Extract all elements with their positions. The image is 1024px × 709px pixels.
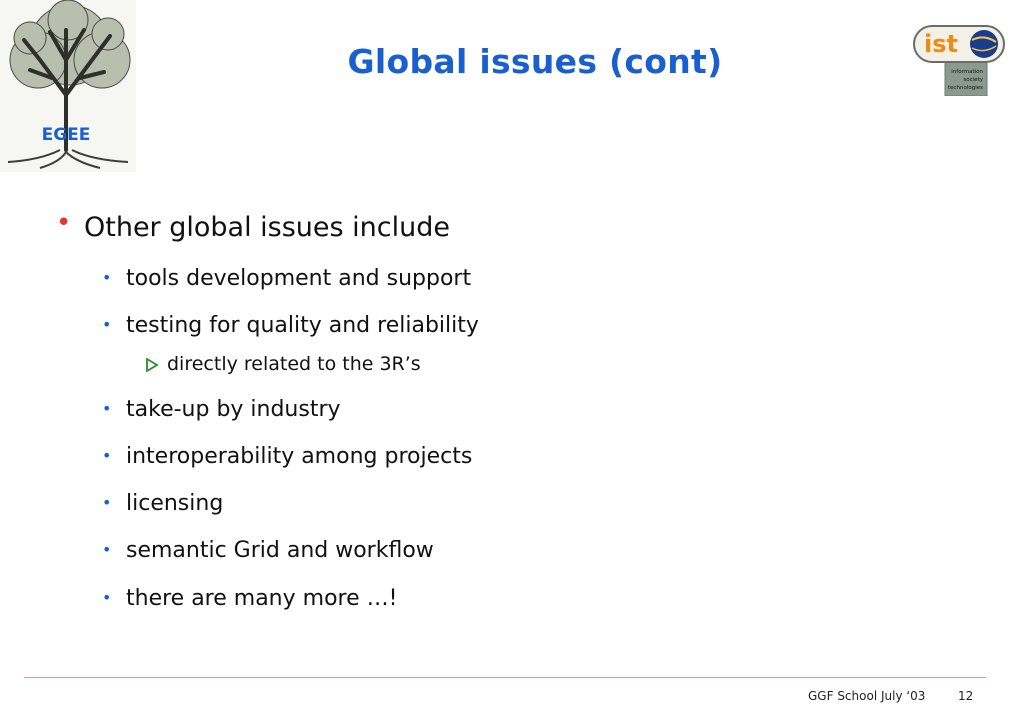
list-item <box>102 397 341 422</box>
ist-subtext-1: information <box>951 69 983 75</box>
main-bullet-marker: • <box>56 208 72 238</box>
list-item <box>102 491 224 516</box>
sub-bullet-marker: • <box>102 446 112 465</box>
list-item-text: semantic Grid and workflow <box>126 538 434 563</box>
sub-bullet-marker: • <box>102 268 112 287</box>
nested-list-item-text: directly related to the 3R’s <box>167 353 421 375</box>
footer-event: GGF School July ‘03 <box>808 689 926 703</box>
list-item <box>102 313 479 338</box>
ist-logo <box>912 24 1007 96</box>
list-item <box>102 586 398 611</box>
sub-bullet-marker: • <box>102 540 112 559</box>
sub-bullet-marker: • <box>102 399 112 418</box>
egee-logo-text: EGEE <box>41 125 91 145</box>
list-item-text: interoperability among projects <box>126 444 473 469</box>
sub-bullet-marker: • <box>102 493 112 512</box>
list-item-text: tools development and support <box>126 266 472 291</box>
list-item-text: testing for quality and reliability <box>126 313 479 338</box>
page-number: 12 <box>958 689 974 703</box>
slide-title: Global issues (cont) <box>347 42 723 81</box>
footer-divider <box>24 677 986 678</box>
ist-logo-text: ist <box>924 30 958 58</box>
list-item-text: there are many more …! <box>126 586 398 611</box>
sub-bullet-marker: • <box>102 315 112 334</box>
sub-bullet-marker: • <box>102 588 112 607</box>
list-item <box>102 538 434 563</box>
main-bullet-text: Other global issues include <box>84 212 451 243</box>
list-item-text: licensing <box>126 491 224 516</box>
egee-tree-logo <box>0 0 136 172</box>
list-item-text: take-up by industry <box>126 397 341 422</box>
ist-subtext-2: society <box>963 77 983 83</box>
ist-subtext-3: technologies <box>947 85 983 91</box>
list-item <box>102 266 472 291</box>
arrow-bullet-icon <box>145 358 159 372</box>
nested-list-item <box>167 353 421 375</box>
list-item <box>102 444 473 469</box>
main-bullet <box>56 208 451 243</box>
